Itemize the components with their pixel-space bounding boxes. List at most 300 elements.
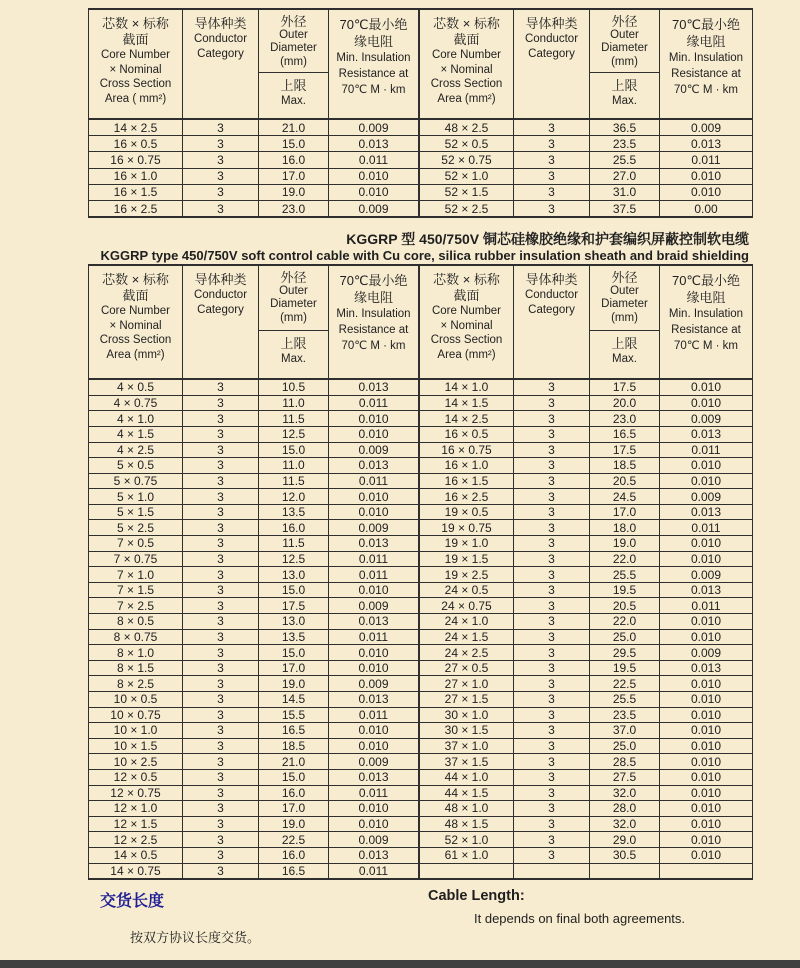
table-cell: 8 × 1.5 bbox=[89, 661, 183, 676]
header-diameter-en-line1: Outer bbox=[279, 28, 308, 41]
table-cell: 30 × 1.5 bbox=[420, 723, 514, 738]
table-cell: 3 bbox=[514, 443, 590, 458]
header-conductor-zh: 导体种类 bbox=[194, 16, 247, 31]
table-row bbox=[89, 380, 752, 396]
table-row bbox=[89, 474, 752, 490]
table-cell: 23.5 bbox=[590, 708, 660, 723]
table-cell: 3 bbox=[183, 848, 259, 863]
table-cell: 10 × 2.5 bbox=[89, 754, 183, 769]
table-cell: 3 bbox=[514, 598, 590, 613]
table-cell: 0.009 bbox=[690, 489, 722, 504]
header-core-en-line2: × Nominal bbox=[440, 63, 493, 76]
main-table-header bbox=[89, 266, 752, 380]
table-row bbox=[89, 676, 752, 692]
table-cell: 27 × 0.5 bbox=[420, 661, 514, 676]
table-row bbox=[89, 692, 752, 708]
table-cell: 22.5 bbox=[590, 676, 660, 691]
table-cell: 4 × 0.5 bbox=[89, 380, 183, 395]
table-cell: 3 bbox=[183, 817, 259, 832]
table-cell: 3 bbox=[183, 723, 259, 738]
table-cell: 14 × 2.5 bbox=[89, 120, 183, 135]
table-cell: 0.00 bbox=[694, 201, 718, 216]
table-cell: 24 × 1.0 bbox=[420, 614, 514, 629]
table-cell: 0.010 bbox=[329, 169, 420, 184]
table-cell: 19 × 1.0 bbox=[420, 536, 514, 551]
table-cell: 0.010 bbox=[690, 770, 722, 785]
section-title-en: KGGRP type 450/750V soft control cable with Cu core, silica rubber insulation sheath and braid shielding bbox=[100, 248, 749, 264]
table-cell: 0.009 bbox=[329, 598, 420, 613]
header-col-outer-diameter bbox=[590, 266, 660, 378]
header-core-area-label: Area (mm²) bbox=[437, 92, 496, 105]
header-diameter-top-cell bbox=[259, 10, 328, 73]
table-cell: 0.010 bbox=[690, 185, 722, 200]
table-cell: 3 bbox=[183, 185, 259, 200]
table-cell: 0.011 bbox=[329, 864, 420, 879]
table-cell: 13.0 bbox=[259, 567, 329, 582]
header-core-en-line3: Cross Section bbox=[99, 78, 172, 90]
table-cell: 16.5 bbox=[259, 864, 329, 879]
table-cell: 3 bbox=[183, 786, 259, 801]
table-cell: 8 × 1.0 bbox=[89, 645, 183, 660]
table-cell: 48 × 2.5 bbox=[420, 120, 514, 135]
section-title-block bbox=[88, 230, 753, 264]
header-diameter-top-cell bbox=[259, 266, 328, 331]
table-cell: 15.0 bbox=[259, 136, 329, 151]
table-cell: 3 bbox=[514, 552, 590, 567]
table-cell: 0.009 bbox=[329, 676, 420, 691]
table-cell: 27.5 bbox=[590, 770, 660, 785]
header-insulation-zh-line2: 缘电阻 bbox=[353, 290, 393, 306]
table-cell: 24.5 bbox=[590, 489, 660, 504]
header-col-outer-diameter bbox=[259, 266, 329, 378]
table-cell: 16 × 1.5 bbox=[420, 474, 514, 489]
header-conductor-en-line2: Category bbox=[197, 47, 244, 60]
header-core-en-line2: × Nominal bbox=[440, 319, 493, 332]
table-cell: 7 × 0.5 bbox=[89, 536, 183, 551]
footer-chinese-block bbox=[88, 888, 428, 946]
table-cell: 17.5 bbox=[259, 598, 329, 613]
table-cell: 4 × 0.75 bbox=[89, 396, 183, 411]
header-max-en: Max. bbox=[281, 353, 306, 366]
table-cell: 7 × 1.5 bbox=[89, 583, 183, 598]
table-row bbox=[89, 552, 752, 568]
table-cell: 12 × 1.5 bbox=[89, 817, 183, 832]
table-cell: 31.0 bbox=[590, 185, 660, 200]
header-conductor-zh: 导体种类 bbox=[525, 272, 578, 288]
table-cell: 19.0 bbox=[590, 536, 660, 551]
header-diameter-zh: 外径 bbox=[280, 14, 307, 29]
table-row bbox=[89, 567, 752, 583]
table-cell: 3 bbox=[514, 645, 590, 660]
table-cell: 52 × 1.5 bbox=[420, 185, 514, 200]
table-cell: 0.010 bbox=[690, 458, 722, 473]
table-cell: 10 × 1.0 bbox=[89, 723, 183, 738]
header-conductor-en-line2: Category bbox=[528, 303, 575, 316]
table-cell: 25.0 bbox=[590, 630, 660, 645]
table-cell: 3 bbox=[183, 583, 259, 598]
table-cell: 61 × 1.0 bbox=[420, 848, 514, 863]
table-cell: 3 bbox=[514, 739, 590, 754]
table-cell: 44 × 1.5 bbox=[420, 786, 514, 801]
bottom-bar bbox=[0, 960, 800, 968]
table-row bbox=[89, 817, 752, 833]
table-cell: 8 × 0.5 bbox=[89, 614, 183, 629]
table-cell: 0.013 bbox=[690, 583, 722, 598]
table-cell: 0.010 bbox=[690, 692, 722, 707]
table-cell: 8 × 2.5 bbox=[89, 676, 183, 691]
table-cell: 32.0 bbox=[590, 817, 660, 832]
header-insulation-zh-line2: 缘电阻 bbox=[353, 34, 393, 49]
table-row bbox=[89, 169, 752, 185]
table-row bbox=[89, 864, 752, 879]
table-cell: 0.010 bbox=[690, 536, 722, 551]
table-cell: 3 bbox=[514, 411, 590, 426]
header-core-area-label: Area (mm²) bbox=[106, 348, 165, 361]
header-col-conductor-category bbox=[514, 10, 590, 118]
table-cell: 3 bbox=[183, 754, 259, 769]
cable-length-heading-zh: 交货长度 bbox=[100, 893, 165, 911]
table-cell: 0.009 bbox=[329, 443, 420, 458]
table-cell: 0.013 bbox=[329, 380, 420, 395]
table-cell: 3 bbox=[514, 692, 590, 707]
table-cell: 3 bbox=[183, 676, 259, 691]
table-cell: 3 bbox=[514, 536, 590, 551]
table-cell: 0.013 bbox=[329, 458, 420, 473]
table-cell bbox=[660, 864, 752, 879]
header-core-en-line3: Cross Section bbox=[430, 334, 503, 347]
table-cell: 44 × 1.0 bbox=[420, 770, 514, 785]
header-diameter-zh: 外径 bbox=[611, 270, 638, 286]
header-insulation-zh-line1: 70℃最小绝 bbox=[339, 273, 408, 289]
table-cell: 0.010 bbox=[690, 551, 722, 566]
table-cell: 27 × 1.0 bbox=[420, 676, 514, 691]
table-cell: 4 × 1.0 bbox=[89, 411, 183, 426]
table-cell: 0.011 bbox=[691, 442, 721, 457]
table-cell: 3 bbox=[183, 770, 259, 785]
header-insulation-en-line2: Resistance at bbox=[338, 324, 409, 337]
header-diameter-en-line3: (mm) bbox=[611, 311, 638, 324]
table-cell: 21.0 bbox=[259, 754, 329, 769]
table-cell: 3 bbox=[514, 770, 590, 785]
upper-table-header bbox=[89, 10, 752, 120]
header-diameter-en-line1: Outer bbox=[279, 284, 308, 297]
header-insulation-zh-line2: 缘电阻 bbox=[686, 34, 726, 49]
header-core-zh-line1: 芯数 × 标称 bbox=[102, 272, 169, 288]
table-cell: 3 bbox=[183, 739, 259, 754]
table-row bbox=[89, 598, 752, 614]
table-cell: 0.013 bbox=[329, 614, 420, 629]
table-row bbox=[89, 739, 752, 755]
table-cell: 3 bbox=[514, 169, 590, 184]
table-row bbox=[89, 770, 752, 786]
table-cell: 16 × 1.5 bbox=[89, 185, 183, 200]
table-row bbox=[89, 152, 752, 168]
table-cell: 16 × 0.5 bbox=[89, 136, 183, 151]
header-insulation-zh-line1: 70℃最小绝 bbox=[339, 17, 408, 32]
section-title-zh: KGGRP 型 450/750V 铜芯硅橡胶绝缘和护套编织屏蔽控制软电缆 bbox=[346, 231, 749, 248]
upper-table-body bbox=[89, 120, 752, 216]
table-cell: 0.010 bbox=[329, 185, 420, 200]
cable-length-body-en: It depends on final both agreements. bbox=[474, 911, 686, 927]
table-cell: 17.0 bbox=[259, 661, 329, 676]
table-cell: 16.0 bbox=[259, 848, 329, 863]
table-cell: 11.0 bbox=[259, 458, 329, 473]
table-row bbox=[89, 661, 752, 677]
table-cell: 3 bbox=[183, 120, 259, 135]
table-cell: 3 bbox=[514, 458, 590, 473]
header-max-en: Max. bbox=[612, 353, 637, 366]
header-col-conductor-category bbox=[183, 266, 259, 378]
page-content bbox=[88, 0, 753, 946]
table-cell: 3 bbox=[514, 817, 590, 832]
table-cell bbox=[514, 864, 590, 879]
table-cell: 0.010 bbox=[690, 754, 722, 769]
header-max-zh: 上限 bbox=[280, 336, 307, 352]
table-cell: 3 bbox=[514, 567, 590, 582]
table-cell: 14 × 0.75 bbox=[89, 864, 183, 879]
table-cell: 3 bbox=[183, 169, 259, 184]
table-row bbox=[89, 832, 752, 848]
header-conductor-en-line1: Conductor bbox=[524, 33, 579, 45]
header-diameter-en-line1: Outer bbox=[610, 28, 639, 41]
table-cell: 0.011 bbox=[329, 786, 420, 801]
header-diameter-en-line3: (mm) bbox=[280, 311, 307, 324]
table-cell: 14 × 1.0 bbox=[420, 380, 514, 395]
table-cell: 13.5 bbox=[259, 505, 329, 520]
header-insulation-en-line2: Resistance at bbox=[338, 68, 409, 80]
table-cell: 3 bbox=[514, 201, 590, 216]
table-cell: 10 × 0.5 bbox=[89, 692, 183, 707]
table-cell: 17.5 bbox=[590, 443, 660, 458]
header-diameter-en-line2: Diameter bbox=[601, 42, 648, 54]
header-col-outer-diameter bbox=[259, 10, 329, 118]
table-cell: 0.013 bbox=[690, 505, 722, 520]
table-cell: 0.013 bbox=[690, 661, 722, 676]
table-cell bbox=[420, 864, 514, 879]
header-conductor-en-line1: Conductor bbox=[524, 289, 579, 302]
table-cell: 27 × 1.5 bbox=[420, 692, 514, 707]
table-cell: 28.0 bbox=[590, 801, 660, 816]
upper-spec-table bbox=[88, 8, 753, 218]
header-diameter-en-line3: (mm) bbox=[280, 55, 307, 68]
table-cell: 0.010 bbox=[690, 614, 722, 629]
table-cell: 3 bbox=[183, 536, 259, 551]
table-cell: 0.009 bbox=[329, 120, 420, 135]
table-row bbox=[89, 645, 752, 661]
header-insulation-zh-line1: 70℃最小绝 bbox=[671, 273, 741, 289]
table-cell: 16.5 bbox=[259, 723, 329, 738]
table-cell: 23.5 bbox=[590, 136, 660, 151]
table-cell: 0.010 bbox=[329, 583, 420, 598]
table-cell: 3 bbox=[183, 598, 259, 613]
table-cell: 14 × 2.5 bbox=[420, 411, 514, 426]
header-conductor-en-line2: Category bbox=[197, 303, 244, 316]
header-diameter-top-cell bbox=[590, 266, 659, 331]
header-col-core-number bbox=[420, 10, 514, 118]
header-diameter-en-line2: Diameter bbox=[270, 42, 317, 54]
main-table-body bbox=[89, 380, 752, 878]
table-cell: 0.010 bbox=[329, 489, 420, 504]
table-cell: 16.5 bbox=[590, 427, 660, 442]
table-cell: 11.0 bbox=[259, 396, 329, 411]
table-cell: 3 bbox=[183, 567, 259, 582]
table-cell: 29.0 bbox=[590, 832, 660, 847]
header-diameter-en-line2: Diameter bbox=[270, 298, 317, 311]
table-cell: 24 × 1.5 bbox=[420, 630, 514, 645]
table-cell: 3 bbox=[183, 614, 259, 629]
table-cell: 16.0 bbox=[259, 520, 329, 535]
table-cell: 13.0 bbox=[259, 614, 329, 629]
table-cell: 16.0 bbox=[259, 786, 329, 801]
table-cell: 3 bbox=[514, 520, 590, 535]
table-cell: 0.010 bbox=[329, 661, 420, 676]
header-col-conductor-category bbox=[183, 10, 259, 118]
table-cell: 19 × 2.5 bbox=[420, 567, 514, 582]
header-diameter-zh: 外径 bbox=[611, 14, 638, 29]
header-core-zh-line2: 截面 bbox=[122, 288, 149, 304]
table-cell: 4 × 1.5 bbox=[89, 427, 183, 442]
table-row bbox=[89, 443, 752, 459]
table-row bbox=[89, 848, 752, 864]
table-cell: 0.009 bbox=[329, 832, 420, 847]
table-row bbox=[89, 505, 752, 521]
header-max-en: Max. bbox=[612, 94, 637, 107]
main-spec-table bbox=[88, 264, 753, 880]
header-diameter-max-cell bbox=[259, 331, 328, 378]
table-cell: 0.009 bbox=[690, 645, 722, 660]
header-col-insulation-resistance bbox=[329, 10, 420, 118]
table-cell: 0.010 bbox=[690, 832, 722, 847]
table-cell: 20.5 bbox=[590, 598, 660, 613]
header-core-en-line1: Core Number bbox=[100, 49, 171, 61]
table-cell: 23.0 bbox=[259, 201, 329, 216]
header-diameter-en-line3: (mm) bbox=[611, 55, 638, 68]
table-cell: 7 × 0.75 bbox=[89, 552, 183, 567]
table-cell: 0.010 bbox=[690, 801, 722, 816]
table-cell: 3 bbox=[514, 661, 590, 676]
table-cell: 19 × 0.5 bbox=[420, 505, 514, 520]
header-core-en-line3: Cross Section bbox=[430, 78, 503, 90]
table-cell: 22.0 bbox=[590, 614, 660, 629]
header-insulation-en-line1: Min. Insulation bbox=[668, 52, 744, 64]
table-cell: 23.0 bbox=[590, 411, 660, 426]
table-cell: 0.010 bbox=[690, 848, 722, 863]
table-row bbox=[89, 630, 752, 646]
table-cell: 0.010 bbox=[690, 380, 722, 395]
table-cell: 12 × 0.75 bbox=[89, 786, 183, 801]
table-cell: 5 × 2.5 bbox=[89, 520, 183, 535]
table-cell: 0.013 bbox=[329, 770, 420, 785]
table-cell: 17.0 bbox=[590, 505, 660, 520]
table-cell: 18.5 bbox=[590, 458, 660, 473]
header-core-en-line1: Core Number bbox=[100, 305, 171, 318]
table-cell: 3 bbox=[183, 427, 259, 442]
table-cell: 3 bbox=[514, 614, 590, 629]
table-cell: 10 × 0.75 bbox=[89, 708, 183, 723]
table-cell: 3 bbox=[183, 661, 259, 676]
table-cell: 11.5 bbox=[259, 474, 329, 489]
table-cell: 0.010 bbox=[329, 723, 420, 738]
table-cell: 0.011 bbox=[329, 474, 420, 489]
header-conductor-en-line1: Conductor bbox=[193, 289, 248, 302]
header-core-en-line1: Core Number bbox=[431, 49, 502, 61]
table-cell: 0.009 bbox=[690, 411, 722, 426]
table-cell: 0.010 bbox=[329, 817, 420, 832]
table-cell: 3 bbox=[183, 832, 259, 847]
table-cell: 3 bbox=[514, 583, 590, 598]
table-row bbox=[89, 801, 752, 817]
table-cell: 0.013 bbox=[329, 136, 420, 151]
table-cell: 52 × 1.0 bbox=[420, 169, 514, 184]
header-diameter-max-cell bbox=[259, 73, 328, 118]
table-row bbox=[89, 458, 752, 474]
table-cell: 19.0 bbox=[259, 676, 329, 691]
table-cell: 3 bbox=[183, 864, 259, 879]
table-cell: 0.010 bbox=[329, 739, 420, 754]
table-cell: 17.0 bbox=[259, 801, 329, 816]
header-conductor-en-line2: Category bbox=[528, 47, 575, 60]
table-cell: 3 bbox=[514, 676, 590, 691]
table-cell: 24 × 0.5 bbox=[420, 583, 514, 598]
table-cell: 30 × 1.0 bbox=[420, 708, 514, 723]
table-cell: 0.011 bbox=[329, 152, 420, 167]
header-conductor-zh: 导体种类 bbox=[194, 272, 247, 288]
table-cell: 16.0 bbox=[259, 152, 329, 167]
table-cell: 12 × 0.5 bbox=[89, 770, 183, 785]
header-conductor-en-line1: Conductor bbox=[193, 33, 248, 45]
header-core-zh-line2: 截面 bbox=[122, 32, 149, 47]
header-core-area-label: Area ( mm²) bbox=[104, 92, 167, 105]
table-cell: 3 bbox=[514, 630, 590, 645]
table-cell: 3 bbox=[514, 848, 590, 863]
table-cell: 48 × 1.0 bbox=[420, 801, 514, 816]
header-insulation-en-line3: 70℃ M · km bbox=[341, 84, 406, 96]
table-cell: 24 × 0.75 bbox=[420, 598, 514, 613]
table-cell: 0.011 bbox=[691, 598, 721, 613]
table-cell: 17.0 bbox=[259, 169, 329, 184]
header-insulation-zh-line1: 70℃最小绝 bbox=[671, 17, 741, 32]
table-cell: 3 bbox=[514, 152, 590, 167]
table-row bbox=[89, 489, 752, 505]
table-cell: 17.5 bbox=[590, 380, 660, 395]
table-cell: 5 × 1.5 bbox=[89, 505, 183, 520]
table-cell: 0.010 bbox=[690, 707, 722, 722]
header-col-insulation-resistance bbox=[329, 266, 420, 378]
table-cell: 0.011 bbox=[691, 152, 721, 167]
header-core-zh-line1: 芯数 × 标称 bbox=[433, 16, 500, 31]
table-cell: 3 bbox=[514, 489, 590, 504]
table-cell: 30.5 bbox=[590, 848, 660, 863]
table-cell: 19 × 1.5 bbox=[420, 552, 514, 567]
table-cell: 14.5 bbox=[259, 692, 329, 707]
table-cell: 37 × 1.0 bbox=[420, 739, 514, 754]
table-cell: 52 × 0.75 bbox=[420, 152, 514, 167]
table-cell: 25.5 bbox=[590, 152, 660, 167]
table-cell: 3 bbox=[514, 832, 590, 847]
table-cell: 3 bbox=[183, 396, 259, 411]
header-insulation-en-line2: Resistance at bbox=[671, 324, 741, 337]
header-max-en: Max. bbox=[281, 94, 306, 107]
table-cell: 0.010 bbox=[329, 801, 420, 816]
header-insulation-en-line1: Min. Insulation bbox=[336, 52, 411, 64]
table-cell: 0.010 bbox=[329, 505, 420, 520]
table-row bbox=[89, 136, 752, 152]
table-cell: 19.5 bbox=[590, 583, 660, 598]
table-cell: 52 × 0.5 bbox=[420, 136, 514, 151]
table-cell: 19.0 bbox=[259, 185, 329, 200]
table-cell: 3 bbox=[183, 458, 259, 473]
table-cell: 3 bbox=[514, 474, 590, 489]
